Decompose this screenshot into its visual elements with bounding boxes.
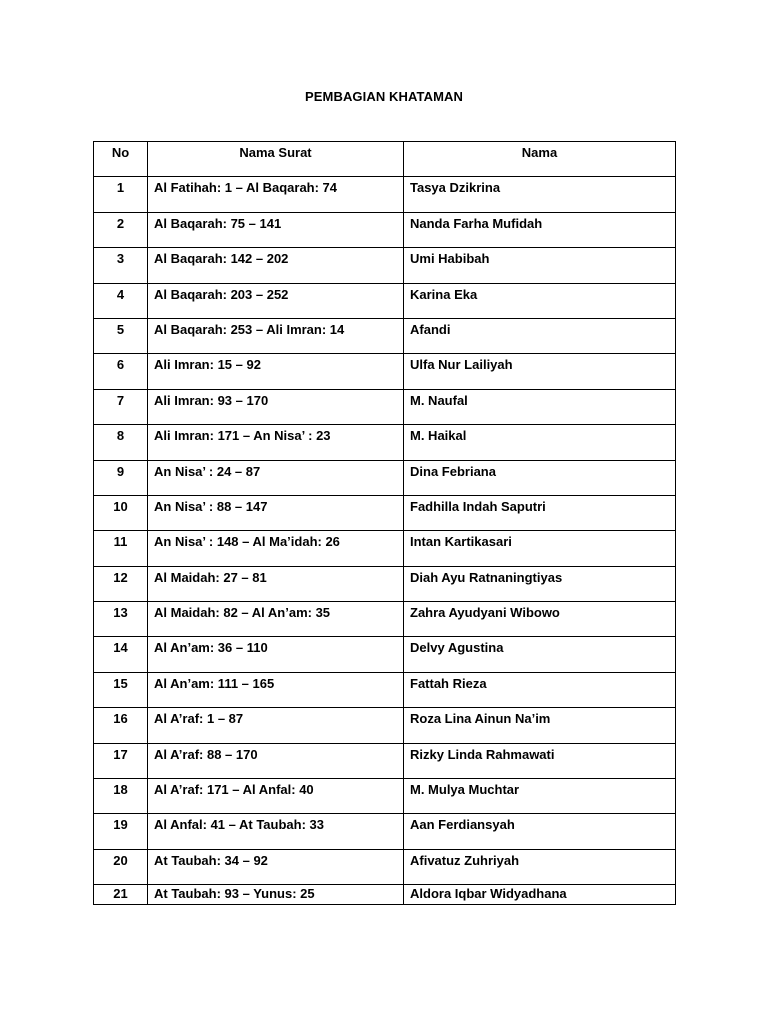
surah-range: An Nisa’ : 148 – Al Ma’idah: 26 (148, 531, 404, 566)
table-header (94, 142, 676, 177)
reader-name: M. Naufal (404, 389, 676, 424)
table-row (94, 212, 676, 247)
surah-range: An Nisa’ : 88 – 147 (148, 495, 404, 530)
row-number: 13 (94, 602, 148, 637)
reader-name: M. Mulya Muchtar (404, 779, 676, 814)
reader-name: Umi Habibah (404, 248, 676, 283)
reader-name: Afivatuz Zuhriyah (404, 849, 676, 884)
row-number: 5 (94, 318, 148, 353)
table-body (94, 177, 676, 905)
reader-name: Dina Febriana (404, 460, 676, 495)
reader-name: Ulfa Nur Lailiyah (404, 354, 676, 389)
row-number: 21 (94, 885, 148, 905)
surah-range: Al An’am: 36 – 110 (148, 637, 404, 672)
row-number: 7 (94, 389, 148, 424)
surah-range: At Taubah: 34 – 92 (148, 849, 404, 884)
table-row (94, 531, 676, 566)
table-row (94, 602, 676, 637)
surah-range: Al Fatihah: 1 – Al Baqarah: 74 (148, 177, 404, 212)
header-nama-surat: Nama Surat (148, 142, 404, 177)
row-number: 2 (94, 212, 148, 247)
row-number: 20 (94, 849, 148, 884)
reader-name: Afandi (404, 318, 676, 353)
surah-range: Al Baqarah: 253 – Ali Imran: 14 (148, 318, 404, 353)
surah-range: Ali Imran: 15 – 92 (148, 354, 404, 389)
table-row (94, 779, 676, 814)
row-number: 14 (94, 637, 148, 672)
row-number: 17 (94, 743, 148, 778)
row-number: 6 (94, 354, 148, 389)
table-row (94, 743, 676, 778)
table-row (94, 885, 676, 905)
reader-name: Delvy Agustina (404, 637, 676, 672)
surah-range: Ali Imran: 93 – 170 (148, 389, 404, 424)
reader-name: Diah Ayu Ratnaningtiyas (404, 566, 676, 601)
surah-range: Al Maidah: 27 – 81 (148, 566, 404, 601)
table-row (94, 672, 676, 707)
reader-name: Nanda Farha Mufidah (404, 212, 676, 247)
reader-name: Karina Eka (404, 283, 676, 318)
surah-range: An Nisa’ : 24 – 87 (148, 460, 404, 495)
table-row (94, 283, 676, 318)
reader-name: Roza Lina Ainun Na’im (404, 708, 676, 743)
reader-name: Aldora Iqbar Widyadhana (404, 885, 676, 905)
row-number: 1 (94, 177, 148, 212)
reader-name: Rizky Linda Rahmawati (404, 743, 676, 778)
table-row (94, 495, 676, 530)
table-row (94, 389, 676, 424)
reader-name: Intan Kartikasari (404, 531, 676, 566)
reader-name: Tasya Dzikrina (404, 177, 676, 212)
surah-range: Al An’am: 111 – 165 (148, 672, 404, 707)
table-row (94, 177, 676, 212)
header-row (94, 142, 676, 177)
table-row (94, 318, 676, 353)
row-number: 15 (94, 672, 148, 707)
reader-name: M. Haikal (404, 425, 676, 460)
page-title: PEMBAGIAN KHATAMAN (304, 89, 464, 104)
reader-name: Zahra Ayudyani Wibowo (404, 602, 676, 637)
table-row (94, 814, 676, 849)
table-row (94, 248, 676, 283)
table-row (94, 460, 676, 495)
header-nama: Nama (404, 142, 676, 177)
row-number: 3 (94, 248, 148, 283)
table-row (94, 425, 676, 460)
row-number: 9 (94, 460, 148, 495)
reader-name: Fadhilla Indah Saputri (404, 495, 676, 530)
surah-range: Al A’raf: 88 – 170 (148, 743, 404, 778)
surah-range: Al Anfal: 41 – At Taubah: 33 (148, 814, 404, 849)
surah-range: Al Baqarah: 142 – 202 (148, 248, 404, 283)
row-number: 8 (94, 425, 148, 460)
row-number: 16 (94, 708, 148, 743)
surah-range: At Taubah: 93 – Yunus: 25 (148, 885, 404, 905)
row-number: 10 (94, 495, 148, 530)
reader-name: Fattah Rieza (404, 672, 676, 707)
table-row (94, 849, 676, 884)
surah-range: Al Baqarah: 75 – 141 (148, 212, 404, 247)
khataman-table (93, 141, 676, 905)
reader-name: Aan Ferdiansyah (404, 814, 676, 849)
table-row (94, 637, 676, 672)
surah-range: Al A’raf: 171 – Al Anfal: 40 (148, 779, 404, 814)
table-row (94, 708, 676, 743)
surah-range: Al Baqarah: 203 – 252 (148, 283, 404, 318)
surah-range: Ali Imran: 171 – An Nisa’ : 23 (148, 425, 404, 460)
row-number: 12 (94, 566, 148, 601)
row-number: 19 (94, 814, 148, 849)
table-row (94, 354, 676, 389)
row-number: 18 (94, 779, 148, 814)
surah-range: Al A’raf: 1 – 87 (148, 708, 404, 743)
row-number: 11 (94, 531, 148, 566)
surah-range: Al Maidah: 82 – Al An’am: 35 (148, 602, 404, 637)
row-number: 4 (94, 283, 148, 318)
header-no: No (94, 142, 148, 177)
table-row (94, 566, 676, 601)
